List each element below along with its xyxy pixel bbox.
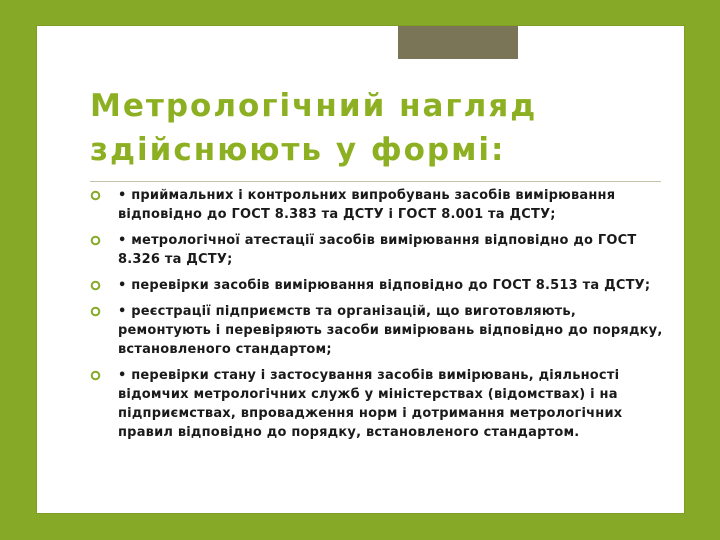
list-item (90, 276, 670, 295)
list-item (90, 302, 670, 359)
hollow-ring-bullet-icon (90, 235, 101, 246)
hollow-ring-bullet-icon (90, 306, 101, 317)
list-item (90, 366, 670, 442)
slide-title (90, 84, 650, 172)
title-divider (90, 181, 661, 182)
bullet-list (90, 186, 670, 449)
list-item (90, 186, 670, 224)
decorative-header-tab (398, 26, 518, 59)
slide-title-line-1: Метрологічний нагляд (90, 88, 538, 124)
hollow-ring-bullet-icon (90, 190, 101, 201)
list-item (90, 231, 670, 269)
bullet-text: • реєстрації підприємств та організацій, що виготовляють, ремонтують і перевіряють засоби вимірювань відповідно до порядку, встановленого стандартом; (118, 304, 663, 357)
bullet-text: • перевірки засобів вимірювання відповідно до ГОСТ 8.513 та ДСТУ; (118, 278, 651, 293)
slide-title-line-2: здійснюють у формі: (90, 132, 506, 168)
hollow-ring-bullet-icon (90, 370, 101, 381)
hollow-ring-bullet-icon (90, 280, 101, 291)
slide-canvas (37, 26, 684, 513)
bullet-text: • перевірки стану і застосування засобів вимірювань, діяльності відомчих метрологічних служб у міністерствах (відомствах) і на підприємствах, впровадження норм і дотримання метрологічних правил відповідно до порядку, встановленого стандартом. (118, 368, 623, 440)
bullet-text: • метрологічної атестації засобів вимірювання відповідно до ГОСТ 8.326 та ДСТУ; (118, 233, 637, 267)
bullet-text: • приймальних і контрольних випробувань засобів вимірювання відповідно до ГОСТ 8.383 та ДСТУ і ГОСТ 8.001 та ДСТУ; (118, 188, 616, 222)
